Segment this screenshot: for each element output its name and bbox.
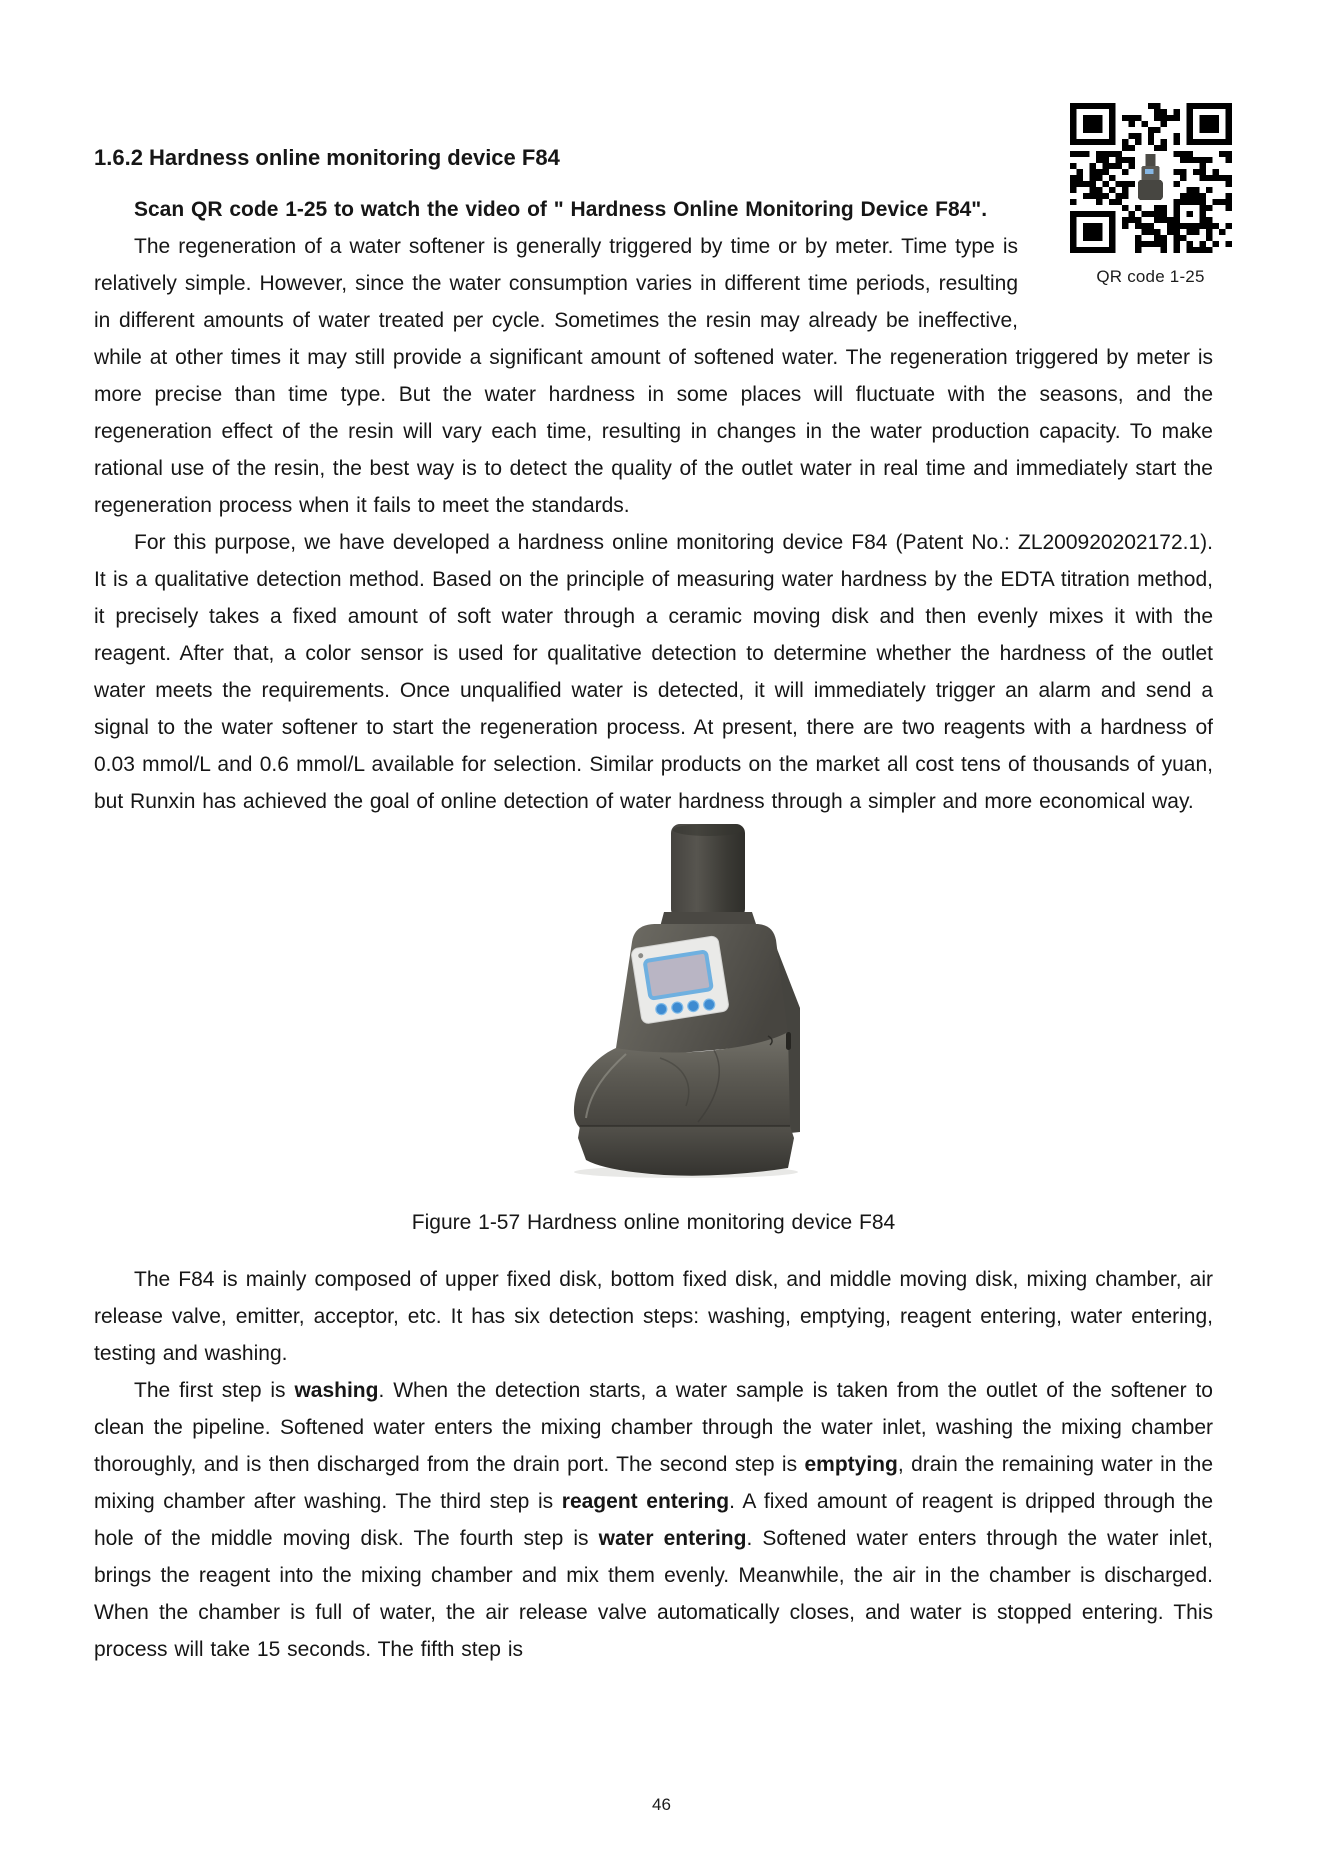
qr-code-image	[1070, 103, 1232, 253]
figure-caption: Figure 1-57 Hardness online monitoring device F84	[411, 1211, 896, 1234]
device-screen	[644, 951, 711, 998]
figure-image	[94, 820, 1213, 1180]
qr-block	[1018, 103, 1233, 323]
qr-inner	[1068, 103, 1233, 287]
section-heading: 1.6.2 Hardness online monitoring device F84	[94, 145, 560, 170]
body-paragraph-3: The F84 is mainly composed of upper fixed disk, bottom fixed disk, and middle moving disk, mixing chamber, air release valve, emitter, acceptor, etc. It has six detection steps: washing, emptying, reagent entering, water entering, testing and washing.	[94, 1268, 1213, 1365]
body-paragraph-4: The first step is washing. When the detection starts, a water sample is taken from the outlet of the softener to clean the pipeline. Softened water enters the mixing chamber through the water inlet, washing the mixing chamber thoroughly, and is then discharged from the drain port. The second step is emptying, drain the remaining water in the mixing chamber after washing. The third step is reagent entering. A fixed amount of reagent is dripped through the hole of the middle moving disk. The fourth step is water entering. Softened water enters through the water inlet, brings the reagent into the mixing chamber and mix them evenly. Meanwhile, the air in the chamber is discharged. When the chamber is full of water, the air release valve automatically closes, and water is stopped entering. This process will take 15 seconds. The fifth step is	[94, 1379, 1213, 1661]
body-paragraph-1: The regeneration of a water softener is generally triggered by time or by meter. Time type is relatively simple. However, since the water consumption varies in different time periods, resulting in different amounts of water treated per cycle. Sometimes the resin may already be ineffective, while at other times it may still provide a significant amount of softened water. The regeneration triggered by meter is more precise than time type. But the water hardness in some places will fluctuate with the seasons, and the regeneration effect of the resin will vary each time, resulting in changes in the water production capacity. To make rational use of the resin, the best way is to detect the quality of the outlet water in real time and immediately start the regeneration process when it fails to meet the standards.	[94, 235, 1213, 517]
body-paragraph-2: For this purpose, we have developed a hardness online monitoring device F84 (Patent No.: ZL200920202172.1). It is a qualitative detection method. Based on the principle of measuring water hardness by the EDTA titration method, it precisely takes a fixed amount of soft water through a ceramic moving disk and then evenly mixes it with the reagent. After that, a color sensor is used for qualitative detection to determine whether the hardness of the outlet water meets the requirements. Once unqualified water is detected, it will immediately trigger an alarm and send a signal to the water softener to start the regeneration process. At present, there are two reagents with a hardness of 0.03 mmol/L and 0.6 mmol/L available for selection. Similar products on the market all cost tens of thousands of yuan, but Runxin has achieved the goal of online detection of water hardness through a simpler and more economical way.	[94, 531, 1213, 813]
page-number: 46	[652, 1795, 671, 1814]
qr-caption: QR code 1-25	[1096, 267, 1205, 286]
device-photo-illustration	[564, 820, 804, 1180]
intro-paragraph: Scan QR code 1-25 to watch the video of " Hardness Online Monitoring Device F84".	[134, 198, 988, 221]
